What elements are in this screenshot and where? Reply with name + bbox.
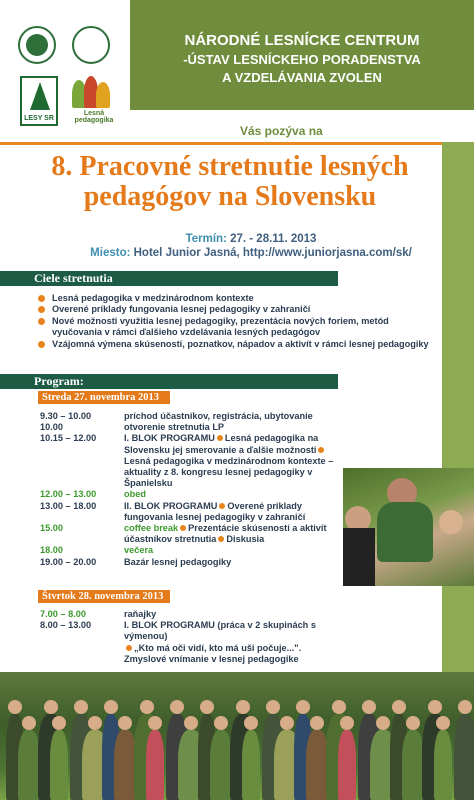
person-head [140,700,154,714]
person [242,730,260,800]
person [18,730,40,800]
day2-label: Štvrtok 28. novembra 2013 [38,590,170,603]
person-head [8,700,22,714]
schedule-row: 10.15 – 12.00 I. BLOK PROGRAMU Lesná pedagogika na Slovensku jej smerovanie a ďalšie možnostiLesná pedagogika v medzinárodnom kontexte – aktuality z 8. kongresu lesnej pedagogiky v Španielsku [40,433,334,489]
day1-label: Streda 27. novembra 2013 [38,391,170,404]
person-head [436,716,450,730]
list-item: Lesná pedagogika v medzinárodnom kontexte [38,293,440,304]
logo-lesy-text: LESY SR [24,115,54,122]
person-head [104,700,118,714]
divider [0,142,474,145]
person [210,730,232,800]
place-label: Miesto: [90,247,131,259]
person-head [376,716,390,730]
person-head [88,716,102,730]
person-head [266,700,280,714]
schedule-row: 12.00 – 13.00 obed [40,489,146,500]
event-place [60,247,442,259]
bullet-icon [180,525,186,531]
person-head [118,716,132,730]
person-head [428,700,442,714]
person-head [74,700,88,714]
event-title-line2: pedagógov na Slovensku [83,181,377,212]
person-head [280,716,294,730]
photo-group [0,672,474,800]
place-value: Hotel Junior Jasná, http://www.juniorjasna.com/sk/ [133,247,412,259]
person-head [22,716,36,730]
nlc-logo-icon [72,26,110,64]
org-name-line3: A VZDELÁVANIA ZVOLEN [222,70,382,85]
lesna-pedagogika-logo-icon [66,76,122,126]
person [50,730,68,800]
person-head [236,700,250,714]
schedule-row: 10.00 otvorenie stretnutia LP [40,422,225,433]
bullet-icon [126,645,132,651]
event-title [18,152,442,212]
bullet-icon [217,435,223,441]
person-head [340,716,354,730]
person-head [362,700,376,714]
lesy-sr-logo-icon [20,76,58,126]
header [0,0,474,145]
term-value: 27. - 28.11. 2013 [230,233,317,245]
goals-heading: Ciele stretnutia [0,271,338,286]
logo-ped-text: Lesná pedagogika [74,110,114,124]
list-item: Overené príklady fungovania lesnej pedagogiky v zahraničí [38,304,440,315]
schedule-row: 9.30 – 10.00 príchod účastníkov, registrácia, ubytovanie [40,411,313,421]
goals-list [38,293,440,350]
bullet-icon [38,306,45,313]
event-title-line1: 8. Pracovné stretnutie lesných [51,151,409,182]
term-label: Termín: [185,233,227,245]
org-name-line1: NÁRODNÉ LESNÍCKE CENTRUM [184,32,420,49]
photo-children-reading [343,468,474,586]
schedule-row: 7.00 – 8.00 raňajky [40,609,157,619]
event-term [60,233,442,245]
schedule-row: 19.00 – 20.00 Bazár lesnej pedagogiky [40,556,232,567]
person-head [170,700,184,714]
bullet-icon [218,536,224,542]
invite-text: Vás pozýva na [240,124,323,138]
person [146,730,164,800]
person [402,730,424,800]
ustav-logo-icon [18,26,56,64]
schedule-row: 13.00 – 18.00 II. BLOK PROGRAMU Overené príklady fungovania lesnej pedagogiky v zahraničí [40,500,306,522]
bullet-icon [38,341,45,348]
person-head [310,716,324,730]
person-head [458,700,472,714]
person-head [392,700,406,714]
bullet-icon [38,318,45,325]
person [434,730,452,800]
person-head [52,716,66,730]
schedule-row: 18.00 večera [40,545,154,556]
day2-schedule [40,609,340,665]
org-name-line2: -ÚSTAV LESNÍCKEHO PORADENSTVA [183,52,421,67]
bullet-icon [38,295,45,302]
person-head [214,716,228,730]
person-head [200,700,214,714]
schedule-row: 15.00 coffee break Prezentácie skúseností a aktivít účastníkov stretnutia Diskusia [40,523,327,545]
person-head [244,716,258,730]
person-head [44,700,58,714]
person-head [148,716,162,730]
bullet-icon [318,447,324,453]
person-head [332,700,346,714]
list-item: Vzájomná výmena skúseností, poznatkov, nápadov a aktivít v rámci lesnej pedagogiky [38,339,440,350]
logo-panel [0,0,130,135]
person [114,730,136,800]
person-head [184,716,198,730]
person-head [296,700,310,714]
person [306,730,328,800]
schedule-row: 8.00 – 13.00 I. BLOK PROGRAMU (práca v 2 skupinách s výmenou) „Kto má oči vidí, kto má uši počuje...". Zmyslové vnímanie v lesnej pedagogike [40,620,316,664]
bullet-icon [219,503,225,509]
list-item: Nové možnosti využitia lesnej pedagogiky, prezentácia nových foriem, metód vyučovania v rámci ďalšieho vzdelávania lesných pedagógov [38,316,440,339]
person-head [406,716,420,730]
person [338,730,356,800]
program-heading: Program: [0,374,338,389]
day1-schedule [40,411,340,568]
person [454,714,474,800]
